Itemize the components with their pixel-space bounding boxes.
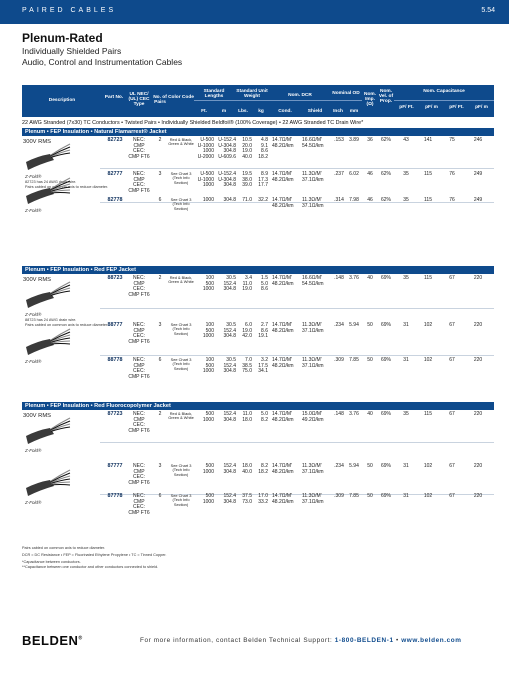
capacitance-3: 67 (449, 275, 455, 281)
weight-kg: 5.0 8.2 (261, 411, 268, 423)
capacitance-3: 67 (449, 463, 455, 469)
capacitance-3: 75 (449, 137, 455, 143)
weight-kg: 3.2 17.5 34.1 (258, 357, 268, 375)
velocity: 69% (380, 463, 391, 469)
weight-lbs: 3.4 11.0 19.0 (242, 275, 252, 293)
capacitance-3: 76 (449, 171, 455, 177)
color-code: See Chart 3 (Tech Info Section) (170, 197, 192, 211)
od-inch: .234 (334, 463, 344, 469)
capacitance-1: 31 (403, 493, 409, 499)
velocity: 69% (380, 275, 391, 281)
dcr-shield: 11.3Ω/M' 37.1Ω/km (302, 197, 324, 209)
weight-lbs: 6.0 19.0 42.0 (242, 322, 252, 340)
od-inch: .314 (334, 197, 344, 203)
construction-summary: 22 AWG Stranded (7x30) TC Conductors • Twisted Pairs • Individually Shielded Beldfoil® (100% Coverage) • 22 AWG Stranded TC Drain Wire* (22, 120, 364, 126)
weight-kg: 4.8 9.1 8.6 18.2 (258, 137, 268, 160)
od-mm: 6.02 (349, 171, 359, 177)
col-std-weight-kg: kg (258, 109, 264, 114)
col-nom-capacitance: Nom. Capacitance (423, 89, 465, 94)
col-nom-vel: Nom. Vel. of Prop. (378, 89, 394, 105)
od-mm: 7.85 (349, 493, 359, 499)
capacitance-1: 31 (403, 322, 409, 328)
header-divider (194, 100, 270, 101)
od-inch: .237 (334, 171, 344, 177)
ul-nec-types: NEC: CMP CEC: CMP FT6 (128, 137, 150, 160)
col-nominal-od-mm: mm (349, 109, 359, 114)
impedance: 50 (367, 322, 373, 328)
std-lengths-m: 304.8 (223, 197, 236, 203)
pairs-axis-note: Pairs cabled on common axis to reduce diameter. (25, 323, 109, 327)
row-divider (100, 308, 494, 309)
section-band: Plenum • FEP Insulation • Red Fluorocopolymer Jacket (22, 402, 494, 410)
capacitance-2: 102 (423, 322, 433, 328)
part-number: 88778 (107, 357, 123, 363)
pair-count: 3 (158, 322, 162, 328)
od-mm: 7.98 (349, 197, 359, 203)
capacitance-2: 115 (424, 275, 432, 281)
contact-separator: • (396, 637, 402, 644)
subtitle-line-1: Individually Shielded Pairs (22, 46, 122, 56)
part-number: 87723 (107, 411, 123, 417)
col-cap-pf-m-1: pF/ m (425, 105, 438, 110)
col-std-weight-lbs: Lbs. (238, 109, 248, 114)
col-cap-pf-ft-2: pF/ Ft. (449, 105, 464, 110)
weight-lbs: 11.0 18.0 (242, 411, 252, 423)
footnote-capacitance-2: **Capacitance between one conductor and other conductors connected to shield. (22, 565, 159, 569)
capacitance-4: 220 (473, 357, 483, 363)
std-lengths-m: 152.4 304.8 (223, 493, 236, 505)
capacitance-1: 35 (403, 171, 409, 177)
pair-count: 2 (158, 411, 162, 417)
part-number: 82778 (107, 197, 123, 203)
std-lengths-m: 30.5 152.4 304.8 (223, 275, 236, 293)
col-no-pairs: No. of Pairs (153, 95, 167, 106)
contact-prefix: For more information, contact Belden Technical Support: (140, 637, 333, 644)
weight-kg: 8.2 18.2 (258, 463, 268, 475)
phone-number[interactable]: 1-800-BELDEN-1 (334, 637, 394, 644)
capacitance-1: 35 (403, 197, 409, 203)
capacitance-3: 67 (449, 357, 455, 363)
zfold-label: Z-Fold® (25, 448, 42, 453)
zfold-label: Z-Fold® (25, 174, 42, 179)
col-std-lengths-ft: Ft. (201, 109, 207, 114)
weight-lbs: 7.0 38.5 75.0 (242, 357, 252, 375)
page-title: Plenum-Rated (22, 31, 103, 45)
part-number: 88723 (107, 275, 123, 281)
color-code: See Chart 3 (Tech Info Section) (170, 171, 192, 185)
capacitance-1: 35 (403, 275, 409, 281)
dcr-conductor: 14.7Ω/M' 48.2Ω/km (272, 171, 294, 183)
od-inch: .234 (334, 322, 344, 328)
std-lengths-m: 30.5 152.4 304.8 (223, 357, 236, 375)
belden-logo: BELDEN® (22, 633, 83, 648)
section-title: PAIRED CABLES (22, 7, 117, 14)
std-lengths-m: 152.4 304.8 (223, 411, 236, 423)
zfold-label: Z-Fold® (25, 208, 42, 213)
dcr-shield: 16.6Ω/M' 54.5Ω/km (302, 275, 324, 287)
color-code: See Chart 3 (Tech Info Section) (170, 493, 192, 507)
capacitance-4: 220 (473, 411, 483, 417)
part-number: 88777 (107, 322, 123, 328)
std-lengths-m: U-152.4 U-304.8 304.8 (218, 171, 236, 189)
ul-nec-types: NEC: CMP CEC: CMP FT6 (128, 322, 150, 345)
od-inch: .309 (334, 493, 344, 499)
part-number: 87778 (107, 493, 123, 499)
od-inch: .148 (334, 275, 344, 281)
dcr-conductor: 14.7Ω/M' 48.2Ω/km (272, 275, 294, 287)
od-mm: 7.85 (349, 357, 359, 363)
velocity: 62% (380, 171, 391, 177)
impedance: 46 (367, 197, 373, 203)
od-mm: 3.76 (349, 275, 359, 281)
part-number: 82777 (107, 171, 123, 177)
velocity: 69% (380, 357, 391, 363)
capacitance-4: 220 (473, 493, 483, 499)
dcr-shield: 11.3Ω/M' 37.1Ω/km (302, 463, 324, 475)
col-part-no: Part No. (104, 95, 124, 100)
pair-count: 2 (158, 137, 162, 143)
pair-count: 6 (158, 493, 162, 499)
voltage-rating: 300V RMS (23, 277, 52, 283)
col-nom-dcr-shield: Shield (307, 109, 323, 114)
row-divider (100, 168, 494, 169)
col-ul-nec: UL NEC/ (UL) CEC Type (128, 92, 150, 108)
pair-count: 3 (158, 463, 162, 469)
dcr-shield: 15.0Ω/M' 49.2Ω/km (302, 411, 324, 423)
std-lengths-ft: U-500 U-1000 1000 U-2000 (197, 137, 214, 160)
cable-illustration (24, 278, 72, 312)
col-std-lengths-m: m (221, 109, 227, 114)
zfold-label: Z-Fold® (25, 359, 42, 364)
row-divider (100, 355, 494, 356)
impedance: 50 (367, 463, 373, 469)
impedance: 46 (367, 171, 373, 177)
cable-illustration (24, 325, 72, 359)
col-nom-imp: Nom. Imp. (Ω) (364, 92, 376, 108)
part-number: 87777 (107, 463, 123, 469)
col-cap-pf-ft-1: pF/ Ft. (399, 105, 414, 110)
dcr-conductor: 14.7Ω/M' 48.2Ω/km (272, 463, 294, 475)
col-std-weight: Standard Unit Weight (236, 89, 268, 100)
footnote-pairs-axis: Pairs cabled on common axis to reduce diameter. (22, 546, 106, 550)
weight-kg: 8.9 17.3 17.7 (258, 171, 268, 189)
capacitance-2: 141 (423, 137, 433, 143)
weight-lbs: 71.0 (242, 197, 252, 203)
std-lengths-ft: 100 500 1000 (202, 357, 214, 375)
ul-nec-types: NEC: CMP CEC: CMP FT6 (128, 357, 150, 380)
dcr-conductor: 14.7Ω/M' 48.2Ω/km (272, 357, 294, 369)
color-code: Red & Black, Green & White (168, 411, 194, 421)
impedance: 50 (367, 357, 373, 363)
std-lengths-m: 152.4 304.8 (223, 463, 236, 475)
impedance: 40 (367, 411, 373, 417)
cable-illustration (24, 174, 72, 208)
impedance: 40 (367, 275, 373, 281)
pairs-axis-note: Pairs cabled on common axis to reduce diameter. (25, 185, 109, 189)
drain-wire-note: 88723 has 24 AWG drain wire. (25, 318, 77, 322)
col-description: Description (48, 98, 76, 103)
page-number: 5.54 (481, 7, 495, 14)
weight-kg: 32.2 (258, 197, 268, 203)
capacitance-4: 220 (473, 275, 483, 281)
ul-nec-types: NEC: CMP CEC: CMP FT6 (128, 493, 150, 516)
od-inch: .148 (334, 411, 344, 417)
weight-lbs: 10.5 20.0 19.0 40.0 (242, 137, 252, 160)
dcr-conductor: 14.7Ω/M' 48.2Ω/km (272, 137, 294, 149)
od-mm: 5.94 (349, 463, 359, 469)
capacitance-4: 246 (473, 137, 483, 143)
col-nominal-od-inch: Inch (333, 109, 343, 114)
od-mm: 3.89 (349, 137, 359, 143)
pair-count: 6 (158, 197, 162, 203)
capacitance-4: 249 (473, 197, 483, 203)
dcr-conductor: 14.7Ω/M' 48.2Ω/km (272, 322, 294, 334)
od-inch: .309 (334, 357, 344, 363)
capacitance-3: 67 (449, 322, 455, 328)
part-number: 82723 (107, 137, 123, 143)
col-nominal-od: Nominal OD (332, 91, 360, 96)
od-inch: .153 (334, 137, 344, 143)
color-code: See Chart 3 (Tech Info Section) (170, 322, 192, 336)
weight-kg: 17.0 33.2 (258, 493, 268, 505)
impedance: 36 (367, 137, 373, 143)
std-lengths-ft: 500 1000 (202, 411, 214, 423)
ul-nec-types: NEC: CMP CEC: CMP FT6 (128, 411, 150, 434)
header-divider (270, 100, 362, 101)
capacitance-3: 76 (449, 197, 455, 203)
weight-kg: 1.5 5.0 8.6 (261, 275, 268, 293)
footnote-legend: DCR = DC Resistance • FEP = Fluorinated Ethylene Propylene • TC = Tinned Copper. (22, 553, 167, 557)
section-band: Plenum • FEP Insulation • Red FEP Jacket (22, 266, 494, 274)
subtitle-line-2: Audio, Control and Instrumentation Cables (22, 57, 183, 67)
capacitance-2: 115 (424, 171, 432, 177)
pair-count: 2 (158, 275, 162, 281)
velocity: 69% (380, 411, 391, 417)
cable-illustration (24, 140, 72, 174)
footnote-capacitance-1: *Capacitance between conductors. (22, 560, 81, 564)
weight-kg: 2.7 8.6 19.1 (258, 322, 268, 340)
std-lengths-m: U-152.4 U-304.8 304.8 U-609.6 (218, 137, 236, 160)
od-mm: 5.94 (349, 322, 359, 328)
capacitance-4: 220 (473, 322, 483, 328)
drain-wire-note: 82723 has 24 AWG drain wire. (25, 180, 77, 184)
std-lengths-m: 30.5 152.4 304.8 (223, 322, 236, 340)
od-mm: 3.76 (349, 411, 359, 417)
color-code: See Chart 3 (Tech Info Section) (170, 357, 192, 371)
ul-nec-types: NEC: CMP CEC: CMP FT6 (128, 171, 150, 194)
velocity: 69% (380, 322, 391, 328)
zfold-label: Z-Fold® (25, 500, 42, 505)
std-lengths-ft: 1000 (202, 197, 214, 203)
capacitance-1: 31 (403, 463, 409, 469)
dcr-shield: 11.3Ω/M' 37.1Ω/km (302, 322, 324, 334)
dcr-shield: 11.3Ω/M' 37.1Ω/km (302, 171, 324, 183)
color-code: Red & Black, Green & White (168, 275, 194, 285)
row-divider (100, 442, 494, 443)
dcr-shield: 11.3Ω/M' 37.1Ω/km (302, 357, 324, 369)
col-cap-pf-m-2: pF/ m (475, 105, 488, 110)
cable-illustration (24, 414, 72, 448)
capacitance-4: 249 (473, 171, 483, 177)
capacitance-3: 67 (449, 493, 455, 499)
voltage-rating: 300V RMS (23, 139, 52, 145)
std-lengths-ft: 100 500 1000 (202, 275, 214, 293)
velocity: 62% (380, 137, 391, 143)
dcr-conductor: 14.7Ω/M' 48.2Ω/km (272, 411, 294, 423)
capacitance-2: 102 (423, 493, 433, 499)
color-code: See Chart 3 (Tech Info Section) (170, 463, 192, 477)
capacitance-2: 115 (424, 411, 432, 417)
col-color-code: Color Code (168, 95, 194, 100)
col-nom-dcr-cond: Cond. (278, 109, 292, 114)
velocity: 62% (380, 197, 391, 203)
pair-count: 6 (158, 357, 162, 363)
capacitance-4: 220 (473, 463, 483, 469)
capacitance-2: 115 (424, 197, 432, 203)
dcr-conductor: 14.7Ω/M' 48.2Ω/km (272, 197, 294, 209)
dcr-conductor: 14.7Ω/M' 48.2Ω/km (272, 493, 294, 505)
voltage-rating: 300V RMS (23, 413, 52, 419)
contact-line (140, 637, 462, 644)
weight-lbs: 18.0 40.0 (242, 463, 252, 475)
ul-nec-types: NEC: CMP CEC: CMP FT6 (128, 463, 150, 486)
capacitance-1: 31 (403, 357, 409, 363)
header-divider (394, 100, 494, 101)
std-lengths-ft: 500 1000 (202, 493, 214, 505)
capacitance-1: 35 (403, 411, 409, 417)
capacitance-2: 102 (423, 357, 433, 363)
std-lengths-ft: 100 500 1000 (202, 322, 214, 340)
zfold-label: Z-Fold® (25, 312, 42, 317)
section-band: Plenum • FEP Insulation • Natural Flamarrest® Jacket (22, 128, 494, 136)
dcr-shield: 16.6Ω/M' 54.5Ω/km (302, 137, 324, 149)
table-header (22, 85, 494, 117)
impedance: 50 (367, 493, 373, 499)
section-header-bar (0, 0, 509, 24)
velocity: 69% (380, 493, 391, 499)
std-lengths-ft: U-500 U-1000 1000 (197, 171, 214, 189)
pair-count: 3 (158, 171, 162, 177)
ul-nec-types: NEC: CMP CEC: CMP FT6 (128, 275, 150, 298)
capacitance-1: 43 (403, 137, 409, 143)
col-nom-dcr: Nom. DCR (288, 93, 312, 98)
weight-lbs: 19.5 38.0 39.0 (242, 171, 252, 189)
capacitance-2: 102 (423, 463, 433, 469)
col-std-lengths: Standard Lengths (203, 89, 225, 100)
website-link[interactable]: www.belden.com (401, 637, 462, 644)
cable-illustration (24, 466, 72, 500)
dcr-shield: 11.3Ω/M' 37.1Ω/km (302, 493, 324, 505)
color-code: Red & Black, Green & White (168, 137, 194, 147)
std-lengths-ft: 500 1000 (202, 463, 214, 475)
capacitance-3: 67 (449, 411, 455, 417)
weight-lbs: 37.5 73.0 (242, 493, 252, 505)
logo-text: BELDEN (22, 633, 79, 648)
